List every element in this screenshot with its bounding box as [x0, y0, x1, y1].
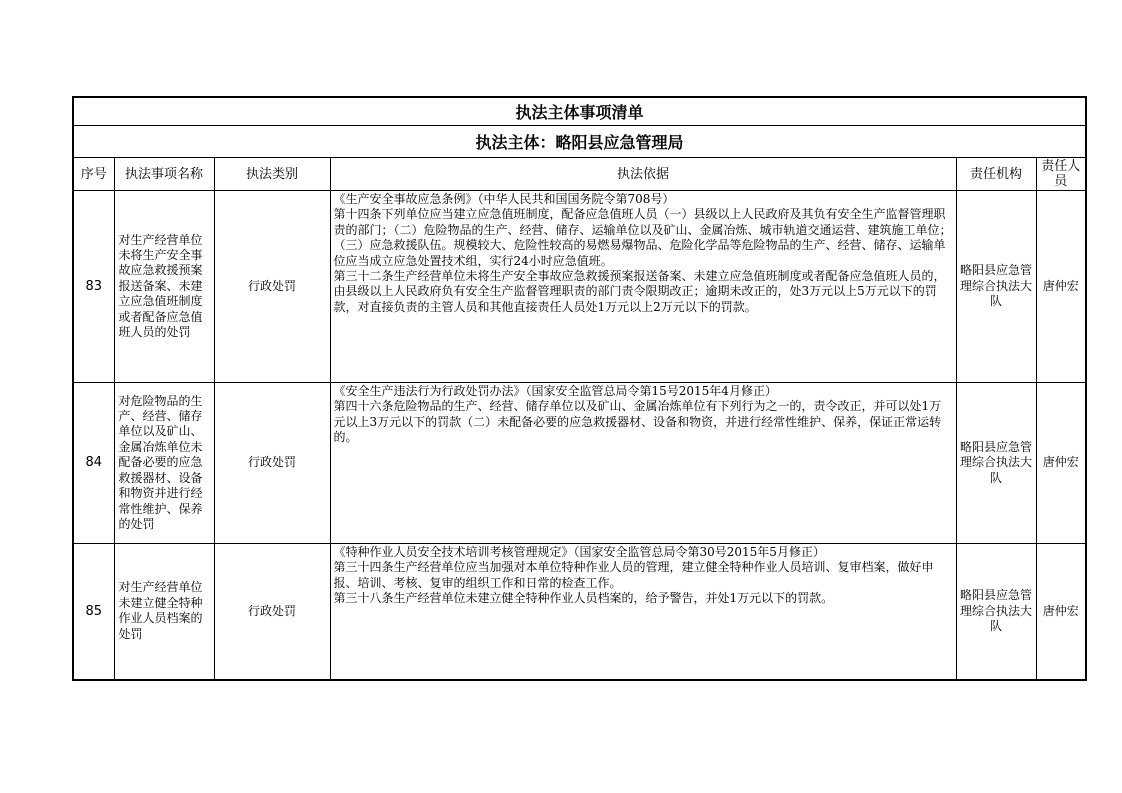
row-person: 唐仲宏 — [1036, 544, 1086, 680]
row-seq: 83 — [73, 191, 114, 383]
row-person: 唐仲宏 — [1036, 383, 1086, 544]
row-org: 略阳县应急管理综合执法大队 — [956, 544, 1036, 680]
basis-line: 第三十四条生产经营单位应当加强对本单位特种作业人员的管理，建立健全特种作业人员培训、复审档案，做好申报、培训、考核、复审的组织工作和日常的检查工作。 — [333, 560, 934, 590]
row-org: 略阳县应急管理综合执法大队 — [956, 191, 1036, 383]
row-org: 略阳县应急管理综合执法大队 — [956, 383, 1036, 544]
table-row — [73, 383, 1086, 544]
enforcement-items-table — [72, 96, 1087, 681]
row-basis — [330, 544, 956, 680]
row-item-name: 对生产经营单位未建立健全特种作业人员档案的处罚 — [114, 544, 214, 680]
row-person: 唐仲宏 — [1036, 191, 1086, 383]
header-org: 责任机构 — [956, 158, 1036, 191]
table-row — [73, 191, 1086, 383]
row-category: 行政处罚 — [214, 191, 330, 383]
header-person: 责任人员 — [1036, 158, 1086, 191]
table-subtitle: 执法主体：略阳县应急管理局 — [73, 126, 1086, 158]
row-item-name: 对危险物品的生产、经营、储存单位以及矿山、金属冶炼单位未配备必要的应急救援器材、设备和物资并进行经常性维护、保养的处罚 — [114, 383, 214, 544]
row-seq: 84 — [73, 383, 114, 544]
table-title: 执法主体事项清单 — [73, 97, 1086, 126]
basis-line: 第四十六条危险物品的生产、经营、储存单位以及矿山、金属冶炼单位有下列行为之一的，责令改正，并可以处1万元以上3万元以下的罚款（二）未配备必要的应急救援器材、设备和物资，并进行经常性维护、保养，保证正常运转的。 — [333, 399, 942, 445]
basis-line: 《特种作业人员安全技术培训考核管理规定》（国家安全监管总局令第30号2015年5月修正） — [333, 545, 825, 559]
basis-line: 《安全生产违法行为行政处罚办法》（国家安全监管总局令第15号2015年4月修正） — [333, 384, 777, 398]
row-basis — [330, 383, 956, 544]
basis-line: 第三十二条生产经营单位未将生产安全事故应急救援预案报送备案、未建立应急值班制度或者配备应急值班人员的，由县级以上人民政府负有安全生产监督管理职责的部门责令限期改正；逾期未改正的，处3万元以上5万元以下的罚款，对直接负责的主管人员和其他直接责任人员处1万元以上2万元以下的罚款。 — [333, 269, 946, 314]
row-category: 行政处罚 — [214, 383, 330, 544]
basis-line: 《生产安全事故应急条例》（中华人民共和国国务院令第708号） — [333, 192, 675, 206]
header-basis: 执法依据 — [330, 158, 956, 191]
row-category: 行政处罚 — [214, 544, 330, 680]
row-basis — [330, 191, 956, 383]
table-row — [73, 544, 1086, 680]
basis-line: 第十四条下列单位应当建立应急值班制度，配备应急值班人员（一）县级以上人民政府及其负有安全生产监督管理职责的部门；（二）危险物品的生产、经营、储存、运输单位以及矿山、金属冶炼、城市轨道交通运营、建筑施工单位；（三）应急救援队伍。规模较大、危险性较高的易燃易爆物品、危险化学品等危险物品的生产、经营、储存、运输单位应当成立应急处置技术组，实行24小时应急值班。 — [333, 207, 952, 268]
header-seq: 序号 — [73, 158, 114, 191]
row-item-name: 对生产经营单位未将生产安全事故应急救援预案报送备案、未建立应急值班制度或者配备应急值班人员的处罚 — [114, 191, 214, 383]
row-seq: 85 — [73, 544, 114, 680]
header-category: 执法类别 — [214, 158, 330, 191]
header-item-name: 执法事项名称 — [114, 158, 214, 191]
basis-line: 第三十八条生产经营单位未建立健全特种作业人员档案的，给予警告，并处1万元以下的罚款。 — [333, 591, 834, 606]
